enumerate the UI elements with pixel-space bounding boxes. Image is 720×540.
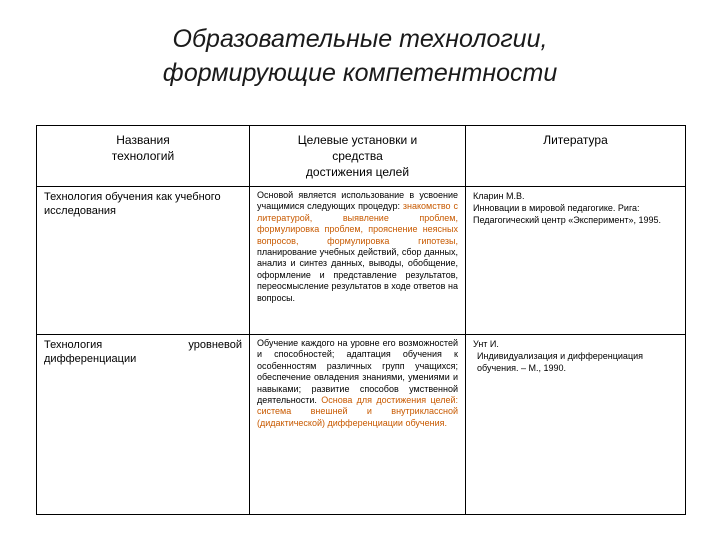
technologies-table	[36, 125, 686, 515]
literature-title: Индивидуализация и дифференциация обучения. – М., 1990.	[477, 351, 643, 373]
table-header-row	[37, 126, 686, 187]
slide-title	[0, 22, 720, 90]
header-literature: Литература	[466, 126, 686, 187]
goals-text: Обучение каждого на уровне его возможностей и способностей; адаптация обучения к особенностям различных групп учащихся; обеспечение овладения знаниями, умениями и навыками; развитие способов умственной деятельности.	[257, 338, 458, 406]
header-goals-line3: достижения целей	[305, 165, 410, 179]
goals-highlight: знакомство с литературой, выявление проблем, формулировка проблем, прояснение неясных вопросов, формулировка гипотезы,	[257, 201, 458, 246]
technology-goals	[250, 335, 466, 515]
header-goals-line1: Целевые установки и	[297, 133, 418, 147]
header-names-line1: Названия	[116, 133, 170, 147]
technology-name-part1: Технология	[44, 339, 103, 351]
header-goals	[250, 126, 466, 187]
technology-name-part3: дифференциации	[44, 353, 137, 365]
technology-literature	[466, 187, 686, 335]
technology-name	[37, 335, 250, 515]
technology-name-part2: уровневой	[188, 339, 242, 351]
literature-title: Инновации в мировой педагогике. Рига: Педагогический центр «Эксперимент», 1995.	[473, 203, 662, 225]
slide-title-line1: Образовательные технологии,	[172, 25, 548, 53]
goals-text-cont: планирование учебных действий, сбор данных, анализ и синтез данных, выводы, обобщение, оформление и представление результатов, переосмысление результатов в ходе ответов на вопросы.	[257, 247, 458, 303]
table-row	[37, 187, 686, 335]
technology-literature	[466, 335, 686, 515]
table-row	[37, 335, 686, 515]
slide-title-line2: формирующие компетентности	[162, 59, 558, 87]
header-goals-line2: средства	[332, 149, 383, 163]
technology-goals	[250, 187, 466, 335]
goals-text: Основой является использование в усвоение учащимися следующих процедур:	[257, 190, 458, 212]
literature-author: Кларин М.В.	[473, 191, 525, 201]
technology-name: Технология обучения как учебного исследования	[37, 187, 250, 335]
literature-author: Унт И.	[473, 339, 499, 349]
header-names-line2: технологий	[111, 149, 175, 163]
header-names	[37, 126, 250, 187]
goals-highlight: Основа для достижения целей: система внешней и внутриклассной (дидактической) дифференциации обучения.	[257, 395, 458, 428]
